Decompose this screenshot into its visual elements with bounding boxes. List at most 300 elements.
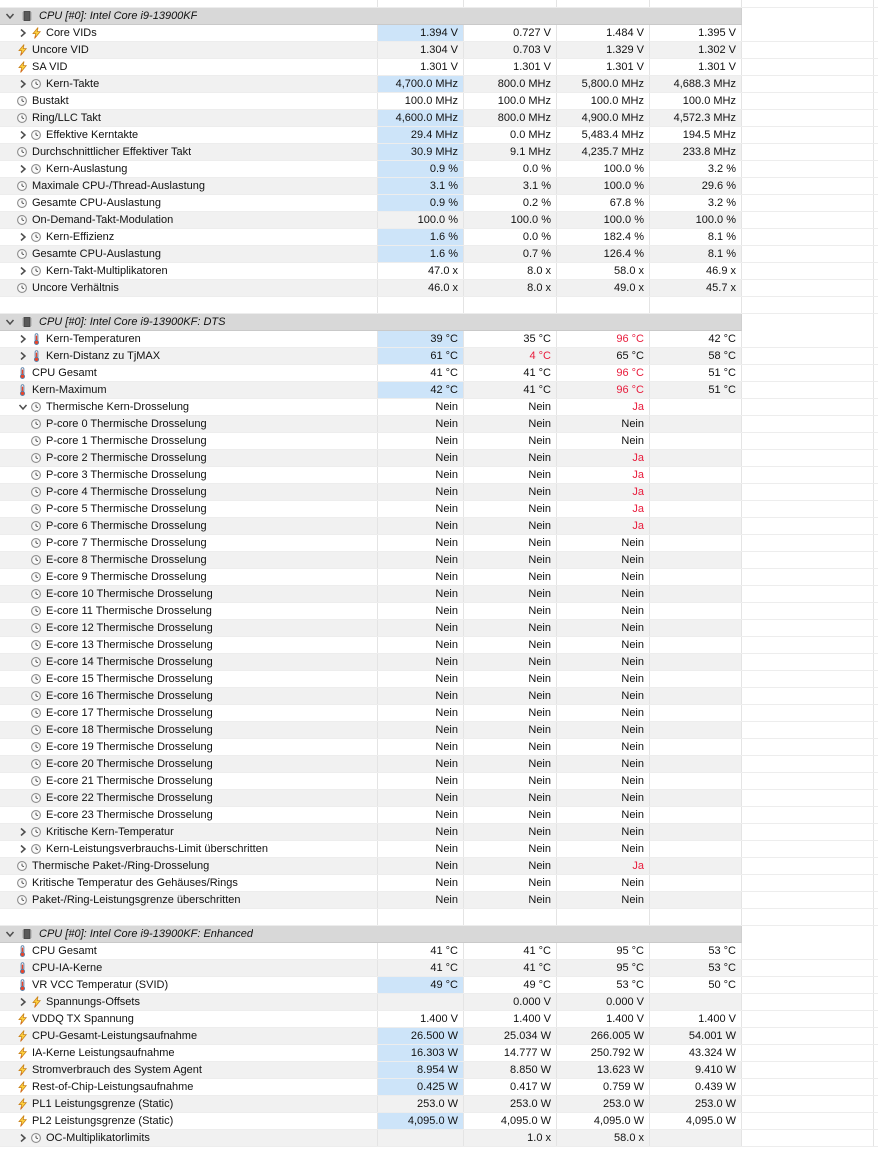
value-text: 14.777 W <box>503 1047 551 1059</box>
value-text: 0.0 % <box>522 231 551 243</box>
sensor-row[interactable] <box>0 76 878 93</box>
sensor-row[interactable] <box>0 705 878 722</box>
value-text: 54.001 W <box>688 1030 736 1042</box>
value-cell <box>557 484 650 500</box>
sensor-label-cell <box>0 994 378 1010</box>
tree-indent <box>3 764 30 765</box>
sensor-row[interactable] <box>0 654 878 671</box>
sensor-label-cell <box>0 416 378 432</box>
label-column-cell <box>0 297 378 313</box>
empty-column <box>742 1062 874 1078</box>
value-cell <box>464 875 557 891</box>
sensor-label: P-core 2 Thermische Drosselung <box>46 452 207 464</box>
value-cell <box>464 25 557 41</box>
sensor-row[interactable] <box>0 467 878 484</box>
table-edge <box>874 501 878 517</box>
sensor-label: Ring/LLC Takt <box>32 112 101 124</box>
value-text: 8.0 x <box>527 282 551 294</box>
clock-icon <box>16 214 28 226</box>
sensor-row[interactable] <box>0 518 878 535</box>
chevron-right-icon[interactable] <box>16 28 30 38</box>
chevron-down-icon[interactable] <box>16 402 30 412</box>
thermometer-icon <box>16 962 28 974</box>
empty-column <box>742 535 874 551</box>
value-text: Nein <box>435 741 458 753</box>
value-text: Nein <box>435 605 458 617</box>
value-text: Nein <box>528 877 551 889</box>
value-text: Nein <box>435 758 458 770</box>
sensor-row[interactable] <box>0 450 878 467</box>
sensor-row[interactable] <box>0 1096 878 1113</box>
value-text: Nein <box>528 843 551 855</box>
sensor-row[interactable] <box>0 552 878 569</box>
sensor-row[interactable] <box>0 943 878 960</box>
sensor-row[interactable] <box>0 722 878 739</box>
value-text: 49 °C <box>523 979 551 991</box>
sensor-row[interactable] <box>0 484 878 501</box>
sensor-row[interactable] <box>0 773 878 790</box>
chevron-right-icon[interactable] <box>16 844 30 854</box>
value-text: 42 °C <box>708 333 736 345</box>
sensor-row[interactable] <box>0 1079 878 1096</box>
tree-indent <box>3 288 16 289</box>
value-cell <box>650 450 742 466</box>
sensor-label-cell <box>0 246 378 262</box>
table-edge <box>874 722 878 738</box>
value-text: 100.0 MHz <box>497 95 551 107</box>
table-edge <box>874 654 878 670</box>
empty-column <box>742 144 874 160</box>
value-text: Nein <box>621 554 644 566</box>
value-text: 0.439 W <box>695 1081 736 1093</box>
value-cell <box>464 0 557 7</box>
chevron-down-icon[interactable] <box>3 11 17 21</box>
sensor-label-cell <box>0 552 378 568</box>
sensor-row[interactable] <box>0 212 878 229</box>
tree-indent <box>3 390 16 391</box>
value-cell <box>650 858 742 874</box>
sensor-label-cell <box>0 365 378 381</box>
sensor-row[interactable] <box>0 416 878 433</box>
value-cell <box>378 1096 464 1112</box>
sensor-row[interactable] <box>0 25 878 42</box>
empty-column <box>742 773 874 789</box>
sensor-row[interactable] <box>0 280 878 297</box>
chevron-right-icon[interactable] <box>16 334 30 344</box>
chevron-right-icon[interactable] <box>16 266 30 276</box>
chevron-down-icon[interactable] <box>3 317 17 327</box>
value-cell <box>650 637 742 653</box>
sensor-group-header[interactable] <box>0 926 878 943</box>
value-text: Nein <box>435 639 458 651</box>
sensor-row[interactable] <box>0 637 878 654</box>
sensor-group-header[interactable] <box>0 8 878 25</box>
empty-column <box>742 501 874 517</box>
value-cell <box>378 841 464 857</box>
sensor-label-cell <box>0 671 378 687</box>
value-cell <box>650 535 742 551</box>
sensor-row[interactable] <box>0 144 878 161</box>
sensor-label-cell <box>0 824 378 840</box>
group-title: CPU [#0]: Intel Core i9-13900KF: Enhanced <box>39 928 254 940</box>
value-text: 8.1 % <box>707 248 736 260</box>
chevron-right-icon[interactable] <box>16 827 30 837</box>
sensor-row[interactable] <box>0 229 878 246</box>
value-cell <box>650 671 742 687</box>
value-text: Nein <box>528 452 551 464</box>
value-cell <box>464 280 557 296</box>
value-text: 49.0 x <box>614 282 644 294</box>
sensor-row[interactable] <box>0 433 878 450</box>
chevron-down-icon[interactable] <box>3 929 17 939</box>
sensor-row[interactable] <box>0 790 878 807</box>
clock-icon <box>30 775 42 787</box>
clock-icon <box>30 707 42 719</box>
value-cell <box>650 127 742 143</box>
value-text: 0.425 W <box>417 1081 458 1093</box>
tree-indent <box>3 1019 16 1020</box>
value-cell <box>378 0 464 7</box>
chevron-right-icon[interactable] <box>16 79 30 89</box>
sensor-row[interactable] <box>0 1130 878 1147</box>
table-edge <box>874 909 878 925</box>
empty-column <box>742 1011 874 1027</box>
chevron-right-icon[interactable] <box>16 130 30 140</box>
chevron-right-icon[interactable] <box>16 1133 30 1143</box>
chevron-right-icon[interactable] <box>16 232 30 242</box>
value-cell <box>650 705 742 721</box>
value-text: Nein <box>435 452 458 464</box>
sensor-row[interactable] <box>0 263 878 280</box>
voltage-bolt-icon <box>16 44 28 56</box>
value-text: 41 °C <box>523 962 551 974</box>
sensor-row[interactable] <box>0 161 878 178</box>
value-cell <box>378 892 464 908</box>
value-text: 126.4 % <box>603 248 644 260</box>
value-cell <box>464 433 557 449</box>
value-cell <box>557 824 650 840</box>
table-edge <box>874 246 878 262</box>
sensor-row[interactable] <box>0 688 878 705</box>
sensor-label: VR VCC Temperatur (SVID) <box>32 979 169 991</box>
sensor-row[interactable] <box>0 586 878 603</box>
value-cell <box>378 569 464 585</box>
sensor-row[interactable] <box>0 195 878 212</box>
table-edge <box>874 42 878 58</box>
value-cell <box>557 1028 650 1044</box>
sensor-label: Effektive Kerntakte <box>46 129 139 141</box>
value-cell <box>464 620 557 636</box>
value-text: 100.0 MHz <box>682 95 736 107</box>
sensor-row[interactable] <box>0 127 878 144</box>
value-text: Nein <box>621 843 644 855</box>
sensor-row[interactable] <box>0 1011 878 1028</box>
sensor-row[interactable] <box>0 42 878 59</box>
sensor-row[interactable] <box>0 382 878 399</box>
sensor-row[interactable] <box>0 960 878 977</box>
sensor-label: Stromverbrauch des System Agent <box>32 1064 202 1076</box>
sensor-label-cell <box>0 1096 378 1112</box>
sensor-label: Kern-Leistungsverbrauchs-Limit überschritten <box>46 843 268 855</box>
value-text: 266.005 W <box>590 1030 644 1042</box>
sensor-label: P-core 5 Thermische Drosselung <box>46 503 207 515</box>
group-header-cell[interactable] <box>0 314 742 331</box>
value-cell <box>650 263 742 279</box>
value-cell <box>557 263 650 279</box>
tree-indent <box>3 271 16 272</box>
sensor-label: E-core 18 Thermische Drosselung <box>46 724 213 736</box>
value-text: 0.703 V <box>513 44 551 56</box>
value-cell <box>378 790 464 806</box>
value-text: Nein <box>435 656 458 668</box>
sensor-row[interactable] <box>0 875 878 892</box>
sensor-label: VDDQ TX Spannung <box>32 1013 134 1025</box>
value-cell <box>464 586 557 602</box>
sensor-row[interactable] <box>0 739 878 756</box>
chevron-right-icon[interactable] <box>16 997 30 1007</box>
value-text: Nein <box>621 758 644 770</box>
table-edge <box>874 8 878 25</box>
sensor-label: SA VID <box>32 61 68 73</box>
clock-icon <box>30 503 42 515</box>
sensor-row[interactable] <box>0 501 878 518</box>
empty-column <box>742 161 874 177</box>
sensor-label-cell <box>0 892 378 908</box>
value-text: 41 °C <box>430 962 458 974</box>
value-text: 96 °C <box>616 384 644 396</box>
voltage-bolt-icon <box>30 27 42 39</box>
value-cell <box>557 994 650 1010</box>
sensor-label-cell <box>0 399 378 415</box>
empty-column <box>742 552 874 568</box>
sensor-row[interactable] <box>0 1113 878 1130</box>
value-cell <box>650 841 742 857</box>
empty-column <box>742 365 874 381</box>
voltage-bolt-icon <box>16 1030 28 1042</box>
value-cell <box>378 348 464 364</box>
tree-indent <box>3 237 16 238</box>
sensor-row[interactable] <box>0 671 878 688</box>
sensor-row[interactable] <box>0 807 878 824</box>
value-cell <box>650 399 742 415</box>
sensor-label-cell <box>0 1011 378 1027</box>
tree-indent <box>3 985 16 986</box>
sensor-label-cell <box>0 1062 378 1078</box>
value-text: Ja <box>632 860 644 872</box>
value-cell <box>378 1028 464 1044</box>
value-text: 41 °C <box>523 384 551 396</box>
value-text: 0.000 V <box>606 996 644 1008</box>
value-cell <box>464 960 557 976</box>
tree-indent <box>3 186 16 187</box>
value-text: Nein <box>621 435 644 447</box>
table-edge <box>874 535 878 551</box>
sensor-row[interactable] <box>0 620 878 637</box>
value-cell <box>650 739 742 755</box>
value-cell <box>378 127 464 143</box>
sensor-row[interactable] <box>0 858 878 875</box>
empty-column <box>742 195 874 211</box>
sensor-label-cell <box>0 467 378 483</box>
sensor-row[interactable] <box>0 824 878 841</box>
sensor-row[interactable] <box>0 569 878 586</box>
clock-icon <box>30 792 42 804</box>
sensor-row[interactable] <box>0 994 878 1011</box>
tree-indent <box>3 747 30 748</box>
clock-icon <box>30 588 42 600</box>
tree-indent <box>3 135 16 136</box>
empty-column <box>742 518 874 534</box>
table-edge <box>874 841 878 857</box>
value-cell <box>378 450 464 466</box>
chevron-right-icon[interactable] <box>16 164 30 174</box>
value-cell <box>557 892 650 908</box>
sensor-row[interactable] <box>0 756 878 773</box>
sensor-label: E-core 11 Thermische Drosselung <box>46 605 212 617</box>
clock-icon <box>16 95 28 107</box>
value-text: 41 °C <box>430 945 458 957</box>
value-text: Ja <box>632 452 644 464</box>
tree-indent <box>3 1087 16 1088</box>
table-edge <box>874 977 878 993</box>
sensor-row[interactable] <box>0 1062 878 1079</box>
value-text: 8.0 x <box>527 265 551 277</box>
empty-column <box>742 229 874 245</box>
value-text: Nein <box>528 554 551 566</box>
value-text: 8.850 W <box>510 1064 551 1076</box>
clock-icon <box>30 469 42 481</box>
value-text: Ja <box>632 469 644 481</box>
value-cell <box>650 501 742 517</box>
value-cell <box>464 858 557 874</box>
thermometer-icon <box>16 367 28 379</box>
value-cell <box>464 824 557 840</box>
value-cell <box>464 348 557 364</box>
table-edge <box>874 399 878 415</box>
value-cell <box>557 705 650 721</box>
sensor-label-cell <box>0 331 378 347</box>
sensor-row[interactable] <box>0 365 878 382</box>
sensor-label: E-core 16 Thermische Drosselung <box>46 690 213 702</box>
sensor-label: CPU Gesamt <box>32 367 97 379</box>
value-text: 4,688.3 MHz <box>673 78 736 90</box>
sensor-row[interactable] <box>0 399 878 416</box>
table-edge <box>874 297 878 313</box>
value-cell <box>464 654 557 670</box>
sensor-label-cell <box>0 586 378 602</box>
value-text: 5,800.0 MHz <box>581 78 644 90</box>
thermometer-icon <box>30 333 42 345</box>
value-cell <box>650 620 742 636</box>
cpu-chip-icon <box>21 928 33 940</box>
sensor-label: E-core 17 Thermische Drosselung <box>46 707 213 719</box>
value-cell <box>464 76 557 92</box>
value-text: Nein <box>528 639 551 651</box>
sensor-row[interactable] <box>0 603 878 620</box>
group-header-cell[interactable] <box>0 8 742 25</box>
sensor-row[interactable] <box>0 110 878 127</box>
sensor-row[interactable] <box>0 841 878 858</box>
value-cell <box>650 1028 742 1044</box>
thermometer-icon <box>30 350 42 362</box>
sensor-row[interactable] <box>0 331 878 348</box>
value-text: Nein <box>621 826 644 838</box>
clock-icon <box>30 401 42 413</box>
sensor-row[interactable] <box>0 1045 878 1062</box>
value-text: Nein <box>528 656 551 668</box>
sensor-row[interactable] <box>0 1028 878 1045</box>
sensor-row[interactable] <box>0 246 878 263</box>
value-text: 253.0 W <box>417 1098 458 1110</box>
value-text: Nein <box>435 724 458 736</box>
value-cell <box>464 790 557 806</box>
sensor-row[interactable] <box>0 59 878 76</box>
table-edge <box>874 1045 878 1061</box>
value-text: Nein <box>528 537 551 549</box>
sensor-label: Gesamte CPU-Auslastung <box>32 197 161 209</box>
value-text: 100.0 MHz <box>590 95 644 107</box>
sensor-label: E-core 10 Thermische Drosselung <box>46 588 213 600</box>
value-text: Nein <box>528 724 551 736</box>
value-text: 5,483.4 MHz <box>581 129 644 141</box>
sensor-row[interactable] <box>0 535 878 552</box>
value-cell <box>378 535 464 551</box>
value-cell <box>378 518 464 534</box>
value-text: 46.0 x <box>428 282 458 294</box>
value-cell <box>464 178 557 194</box>
sensor-label: CPU Gesamt <box>32 945 97 957</box>
value-text: Nein <box>528 775 551 787</box>
empty-column <box>742 314 874 331</box>
sensor-label-cell <box>0 93 378 109</box>
value-text: 4,572.3 MHz <box>673 112 736 124</box>
value-cell <box>464 722 557 738</box>
value-cell <box>378 399 464 415</box>
empty-column <box>742 1113 874 1129</box>
sensor-row[interactable] <box>0 892 878 909</box>
tree-indent <box>3 1053 16 1054</box>
group-header-cell[interactable] <box>0 926 742 943</box>
value-text: 1.6 % <box>429 248 458 260</box>
thermometer-icon <box>16 945 28 957</box>
value-cell <box>557 841 650 857</box>
value-cell <box>378 1011 464 1027</box>
value-cell <box>557 178 650 194</box>
sensor-row[interactable] <box>0 93 878 110</box>
table-edge <box>874 1062 878 1078</box>
sensor-label: Kern-Auslastung <box>46 163 128 175</box>
sensor-group-header[interactable] <box>0 314 878 331</box>
value-text: Nein <box>621 724 644 736</box>
empty-column <box>742 756 874 772</box>
value-cell <box>650 25 742 41</box>
chevron-right-icon[interactable] <box>16 351 30 361</box>
clock-icon <box>30 639 42 651</box>
sensor-label: Kern-Takte <box>46 78 100 90</box>
value-cell <box>378 773 464 789</box>
sensor-row[interactable] <box>0 977 878 994</box>
sensor-label-cell <box>0 1045 378 1061</box>
sensor-row[interactable] <box>0 178 878 195</box>
value-text: Nein <box>528 622 551 634</box>
sensor-label: E-core 13 Thermische Drosselung <box>46 639 213 651</box>
sensor-row[interactable] <box>0 348 878 365</box>
value-text: 4,095.0 W <box>407 1115 458 1127</box>
value-text: Nein <box>435 860 458 872</box>
clock-icon <box>30 741 42 753</box>
value-text: 41 °C <box>430 367 458 379</box>
value-cell <box>557 76 650 92</box>
